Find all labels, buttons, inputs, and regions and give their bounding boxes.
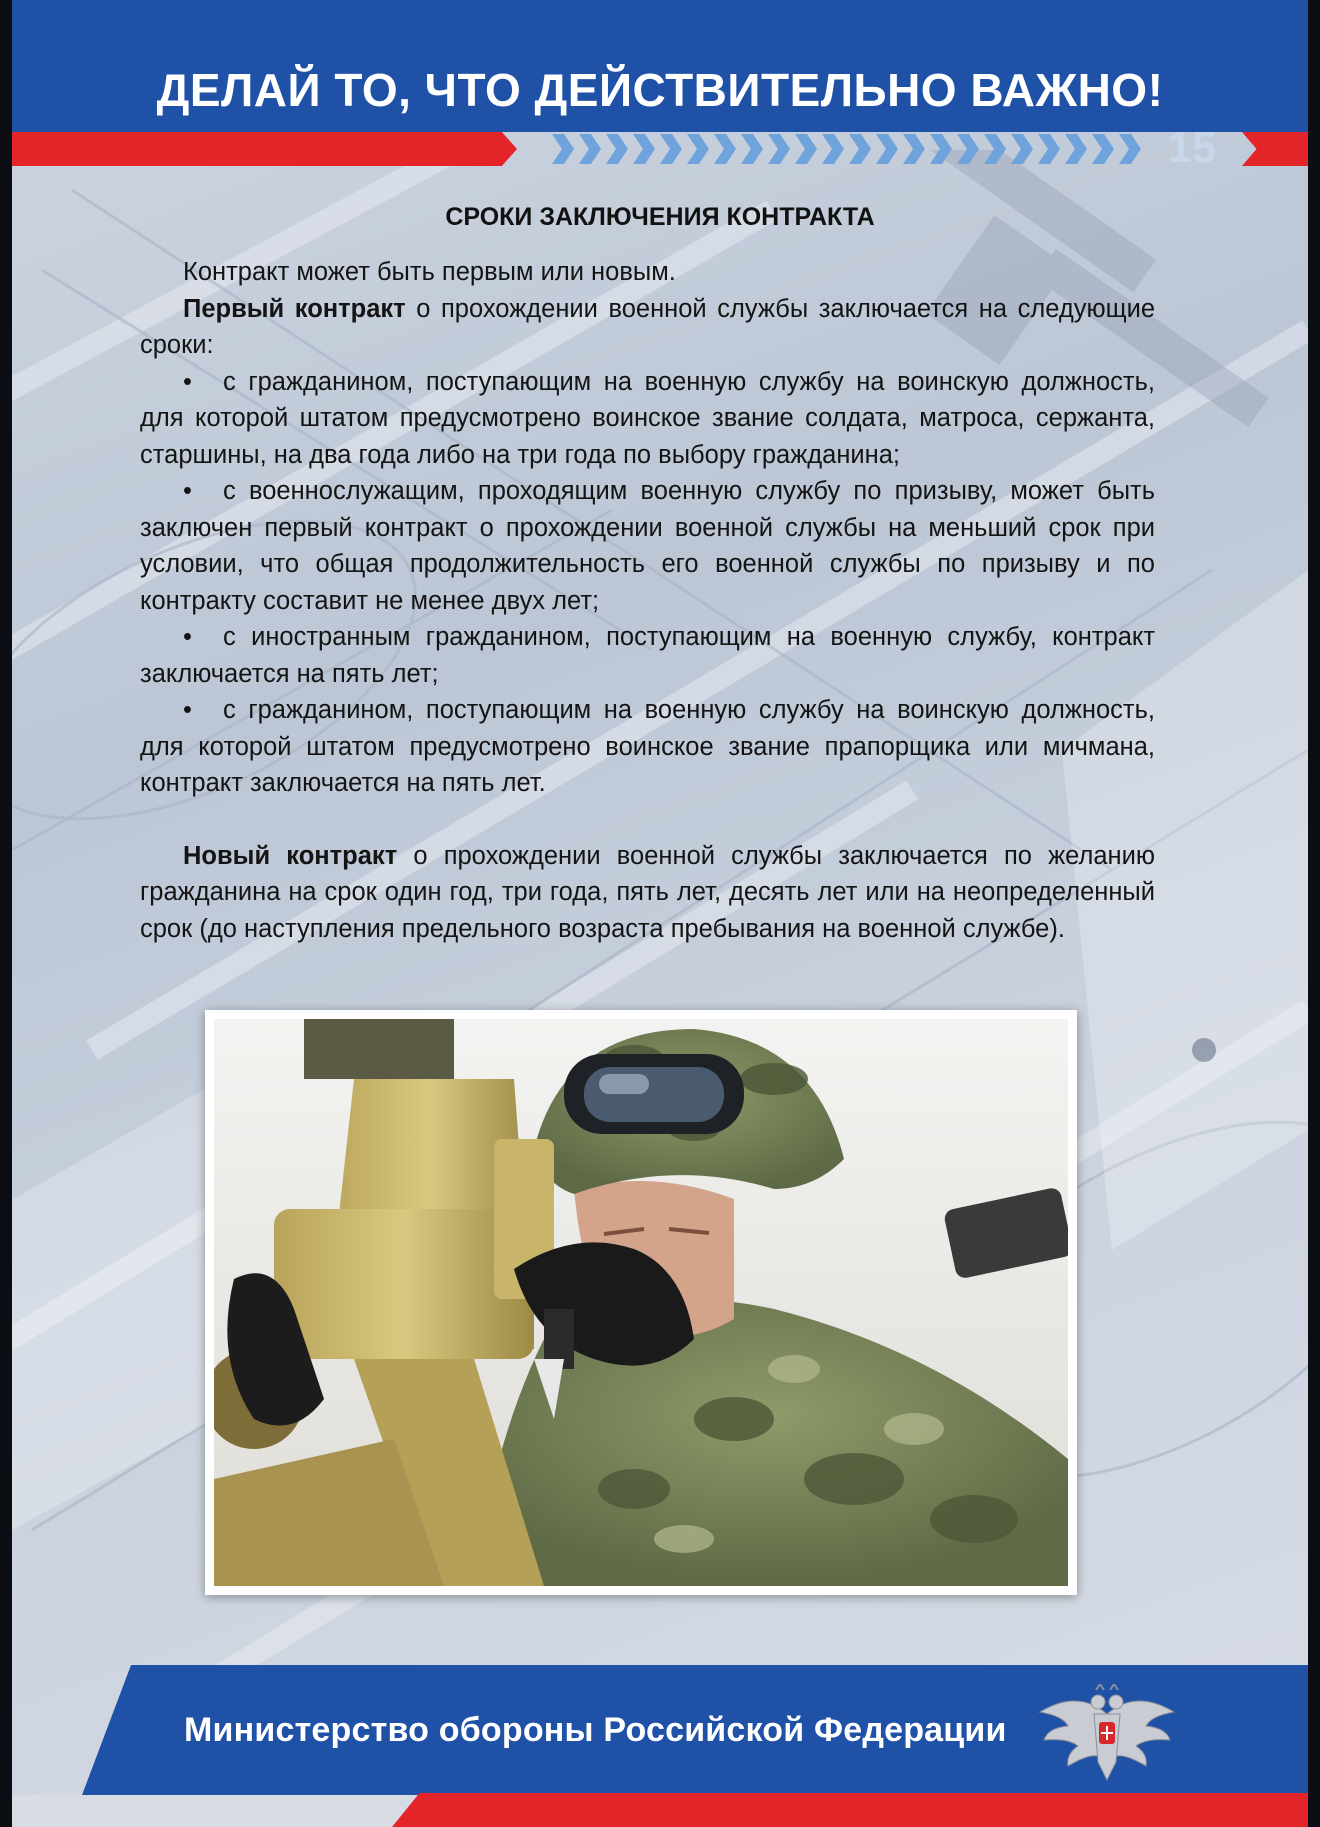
- soldier-photo-illustration: [214, 1019, 1068, 1586]
- chevron-shape: [1119, 134, 1141, 164]
- list-item: [140, 619, 1155, 692]
- chevron-shape: [795, 134, 817, 164]
- footer-red-stripe: [392, 1793, 1308, 1827]
- chevron-shape: [552, 134, 574, 164]
- chevron-shape: [768, 134, 790, 164]
- chevron-shape: [876, 134, 898, 164]
- new-contract-paragraph: [140, 838, 1155, 948]
- chevron-shape: [957, 134, 979, 164]
- first-contract-paragraph: [140, 291, 1155, 364]
- bullet-icon: •: [183, 477, 192, 505]
- intro-paragraph: Контракт может быть первым или новым.: [183, 258, 676, 286]
- bullet-icon: •: [183, 623, 192, 651]
- new-contract-term: Новый контракт: [183, 841, 398, 870]
- ministry-name: Министерство обороны Российской Федерации: [184, 1711, 1007, 1749]
- chevron-shape: [903, 134, 925, 164]
- section-heading: СРОКИ ЗАКЛЮЧЕНИЯ КОНТРАКТА: [445, 203, 875, 231]
- bullet-icon: •: [183, 367, 192, 396]
- list-item: [140, 364, 1155, 474]
- list-item: [140, 473, 1155, 619]
- bullet-icon: •: [183, 696, 192, 724]
- chevron-stripe-decoration: [552, 132, 1152, 166]
- new-contract-text: о прохождении военной службы заключается по желанию гражданина на срок один год, три года, пять лет, десять лет или на неопределенный срок (до наступления предельного возраста пребывания на военной службе).: [140, 841, 1155, 943]
- first-contract-term: Первый контракт: [183, 294, 406, 323]
- body-text: [140, 254, 1155, 947]
- first-contract-text: о прохождении военной службы заключается на следующие сроки:: [140, 294, 1155, 359]
- soldier-photo: [214, 1019, 1068, 1586]
- chevron-shape: [984, 134, 1006, 164]
- chevron-shape: [1011, 134, 1033, 164]
- list-item-text: с иностранным гражданином, поступающим на военную службу, контракт заключается на пять лет;: [140, 623, 1155, 688]
- photo-frame: [205, 1010, 1077, 1595]
- paragraph-spacer: [140, 802, 1155, 838]
- list-item: [140, 692, 1155, 802]
- list-item-text: с военнослужащим, проходящим военную службу по призыву, может быть заключен первый контракт о прохождении военной службы на меньший срок при условии, что общая продолжительность его военной службы по призыву и по контракту составит не менее двух лет;: [140, 477, 1155, 615]
- header-red-stripe: [12, 132, 517, 166]
- chevron-shape: [930, 134, 952, 164]
- chevron-shape: [687, 134, 709, 164]
- chevron-shape: [633, 134, 655, 164]
- chevron-shape: [849, 134, 871, 164]
- double-headed-eagle-emblem-icon: [1038, 1684, 1176, 1784]
- document-page: [12, 0, 1308, 1827]
- chevron-shape: [1038, 134, 1060, 164]
- chevron-shape: [1065, 134, 1087, 164]
- chevron-shape: [606, 134, 628, 164]
- chevron-shape: [660, 134, 682, 164]
- header-red-stripe-right: [1242, 132, 1308, 166]
- page-title: ДЕЛАЙ ТО, ЧТО ДЕЙСТВИТЕЛЬНО ВАЖНО!: [156, 64, 1164, 116]
- chevron-shape: [1092, 134, 1114, 164]
- chevron-shape: [741, 134, 763, 164]
- list-item-text: с гражданином, поступающим на военную службу на воинскую должность, для которой штатом предусмотрено воинское звание прапорщика или мичмана, контракт заключается на пять лет.: [140, 696, 1155, 797]
- chevron-shape: [579, 134, 601, 164]
- list-item-text: с гражданином, поступающим на военную службу на воинскую должность, для которой штатом предусмотрено воинское звание солдата, матроса, сержанта, старшины, на два года либо на три года по выбору гражданина;: [140, 367, 1155, 469]
- chevron-shape: [822, 134, 844, 164]
- chevron-shape: [714, 134, 736, 164]
- page-number: 15: [1167, 123, 1217, 172]
